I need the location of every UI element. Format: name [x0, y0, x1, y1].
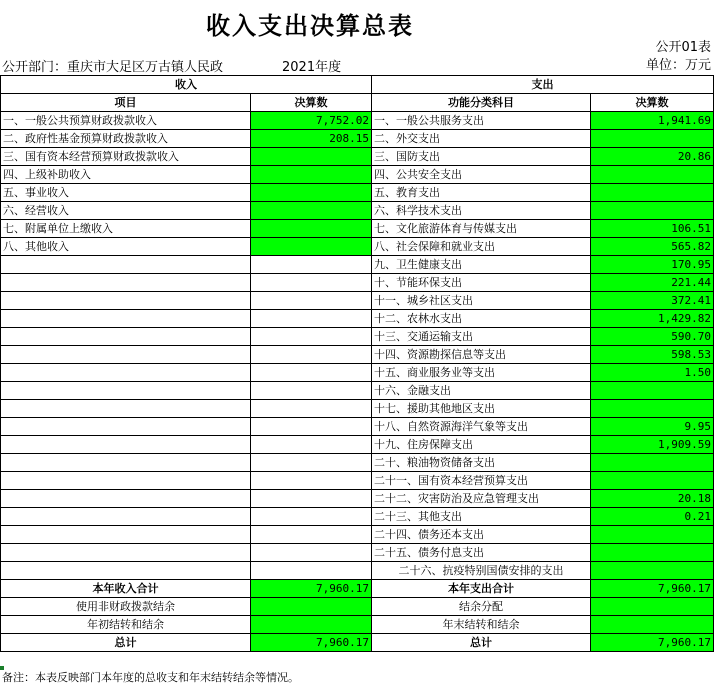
income-item-value	[251, 328, 372, 346]
col-item-header: 项目	[1, 94, 251, 112]
income-item-label	[1, 310, 251, 328]
expense-item-value: 20.86	[591, 148, 714, 166]
income-item-value	[251, 382, 372, 400]
income-item-value	[251, 292, 372, 310]
expense-item-label: 二十三、其他支出	[372, 508, 591, 526]
expense-item-label: 九、卫生健康支出	[372, 256, 591, 274]
expense-item-value	[591, 454, 714, 472]
expense-item-value: 1.50	[591, 364, 714, 382]
income-item-label	[1, 292, 251, 310]
table-row	[1, 292, 714, 310]
department-label: 公开部门：重庆市大足区万古镇人民政	[2, 60, 224, 75]
table-row	[1, 310, 714, 328]
income-item-value	[251, 508, 372, 526]
expense-item-value: 221.44	[591, 274, 714, 292]
unit-label: 单位：万元	[645, 58, 711, 73]
income-item-value: 7,752.02	[251, 112, 372, 130]
expense-item-label: 七、文化旅游体育与传媒支出	[372, 220, 591, 238]
expense-item-value	[591, 526, 714, 544]
income-item-label	[1, 328, 251, 346]
expense-item-label: 十二、农林水支出	[372, 310, 591, 328]
summary-income-label: 总计	[1, 634, 251, 652]
expense-item-label: 二十二、灾害防治及应急管理支出	[372, 490, 591, 508]
income-item-label	[1, 256, 251, 274]
table-row	[1, 220, 714, 238]
income-item-value	[251, 490, 372, 508]
budget-table-body	[1, 76, 714, 652]
income-item-label: 一、一般公共预算财政拨款收入	[1, 112, 251, 130]
summary-income-value: 7,960.17	[251, 634, 372, 652]
expense-item-value	[591, 400, 714, 418]
income-item-value	[251, 238, 372, 256]
income-item-value	[251, 184, 372, 202]
table-row	[1, 148, 714, 166]
income-item-value: 208.15	[251, 130, 372, 148]
expense-item-value: 0.21	[591, 508, 714, 526]
expense-item-value	[591, 562, 714, 580]
summary-expense-value	[591, 616, 714, 634]
summary-income-label: 使用非财政拨款结余	[1, 598, 251, 616]
table-row	[1, 436, 714, 454]
expense-item-label: 三、国防支出	[372, 148, 591, 166]
expense-item-value	[591, 130, 714, 148]
expense-item-value: 20.18	[591, 490, 714, 508]
expense-item-value: 1,941.69	[591, 112, 714, 130]
summary-income-label: 本年收入合计	[1, 580, 251, 598]
income-item-value	[251, 166, 372, 184]
expense-item-value: 9.95	[591, 418, 714, 436]
income-item-label	[1, 364, 251, 382]
income-item-value	[251, 202, 372, 220]
income-item-value	[251, 418, 372, 436]
expense-item-label: 十九、住房保障支出	[372, 436, 591, 454]
income-item-label	[1, 418, 251, 436]
expense-item-value: 1,429.82	[591, 310, 714, 328]
income-item-value	[251, 310, 372, 328]
expense-item-label: 二、外交支出	[372, 130, 591, 148]
expense-item-value	[591, 544, 714, 562]
summary-row	[1, 580, 714, 598]
income-item-label	[1, 382, 251, 400]
income-item-label	[1, 436, 251, 454]
table-row	[1, 202, 714, 220]
table-row	[1, 112, 714, 130]
income-item-label	[1, 346, 251, 364]
income-item-label: 二、政府性基金预算财政拨款收入	[1, 130, 251, 148]
income-item-label: 五、事业收入	[1, 184, 251, 202]
summary-expense-label: 本年支出合计	[372, 580, 591, 598]
summary-income-value	[251, 598, 372, 616]
summary-expense-label: 总计	[372, 634, 591, 652]
summary-income-label: 年初结转和结余	[1, 616, 251, 634]
table-row	[1, 238, 714, 256]
table-row	[1, 472, 714, 490]
budget-table	[0, 75, 714, 652]
table-row	[1, 508, 714, 526]
income-item-label	[1, 562, 251, 580]
table-row	[1, 382, 714, 400]
income-item-label	[1, 472, 251, 490]
income-item-value	[251, 148, 372, 166]
form-number: 公开01表	[655, 40, 711, 55]
table-row	[1, 256, 714, 274]
expense-item-label: 一、一般公共服务支出	[372, 112, 591, 130]
summary-expense-value: 7,960.17	[591, 634, 714, 652]
expense-item-label: 十三、交通运输支出	[372, 328, 591, 346]
expense-item-value	[591, 472, 714, 490]
summary-expense-label: 结余分配	[372, 598, 591, 616]
income-item-value	[251, 472, 372, 490]
expense-item-value	[591, 382, 714, 400]
expense-item-value: 1,909.59	[591, 436, 714, 454]
expense-item-value	[591, 202, 714, 220]
table-row	[1, 526, 714, 544]
summary-expense-label: 年末结转和结余	[372, 616, 591, 634]
income-item-value	[251, 220, 372, 238]
section-header-row	[1, 76, 714, 94]
expense-item-label: 十七、援助其他地区支出	[372, 400, 591, 418]
expense-item-label: 六、科学技术支出	[372, 202, 591, 220]
expense-item-label: 十八、自然资源海洋气象等支出	[372, 418, 591, 436]
expense-item-label: 二十六、抗疫特别国债安排的支出	[372, 562, 591, 580]
table-row	[1, 184, 714, 202]
section-income-header: 收入	[1, 76, 372, 94]
income-item-value	[251, 436, 372, 454]
income-item-value	[251, 454, 372, 472]
summary-row	[1, 616, 714, 634]
expense-item-label: 十、节能环保支出	[372, 274, 591, 292]
table-row	[1, 346, 714, 364]
expense-item-label: 十五、商业服务业等支出	[372, 364, 591, 382]
summary-income-value	[251, 616, 372, 634]
income-item-label	[1, 544, 251, 562]
expense-item-value	[591, 166, 714, 184]
expense-item-label: 五、教育支出	[372, 184, 591, 202]
income-item-label: 四、上级补助收入	[1, 166, 251, 184]
expense-item-value: 565.82	[591, 238, 714, 256]
page-title: 收入支出决算总表	[206, 12, 414, 40]
footnote: 备注：本表反映部门本年度的总收支和年末结转结余等情况。	[2, 671, 299, 684]
table-row	[1, 418, 714, 436]
income-item-label: 七、附属单位上缴收入	[1, 220, 251, 238]
col-amount-header: 决算数	[251, 94, 372, 112]
column-header-row	[1, 94, 714, 112]
table-row	[1, 400, 714, 418]
expense-item-label: 二十五、债务付息支出	[372, 544, 591, 562]
table-row	[1, 454, 714, 472]
summary-row	[1, 634, 714, 652]
expense-item-label: 二十四、债务还本支出	[372, 526, 591, 544]
income-item-value	[251, 274, 372, 292]
income-item-value	[251, 346, 372, 364]
col-func-header: 功能分类科目	[372, 94, 591, 112]
expense-item-value: 106.51	[591, 220, 714, 238]
income-item-value	[251, 400, 372, 418]
income-item-value	[251, 256, 372, 274]
expense-item-label: 二十一、国有资本经营预算支出	[372, 472, 591, 490]
expense-item-label: 二十、粮油物资储备支出	[372, 454, 591, 472]
income-item-label: 八、其他收入	[1, 238, 251, 256]
summary-expense-value	[591, 598, 714, 616]
table-row	[1, 544, 714, 562]
income-item-label	[1, 274, 251, 292]
income-item-label	[1, 400, 251, 418]
table-row	[1, 166, 714, 184]
income-item-label	[1, 454, 251, 472]
expense-item-label: 十四、资源勘探信息等支出	[372, 346, 591, 364]
col-amount2-header: 决算数	[591, 94, 714, 112]
income-item-label	[1, 508, 251, 526]
table-row	[1, 274, 714, 292]
income-item-value	[251, 526, 372, 544]
income-item-label	[1, 490, 251, 508]
summary-income-value: 7,960.17	[251, 580, 372, 598]
expense-item-value: 598.53	[591, 346, 714, 364]
table-row	[1, 364, 714, 382]
income-item-label: 三、国有资本经营预算财政拨款收入	[1, 148, 251, 166]
expense-item-value: 590.70	[591, 328, 714, 346]
table-row	[1, 328, 714, 346]
table-row	[1, 130, 714, 148]
expense-item-label: 八、社会保障和就业支出	[372, 238, 591, 256]
income-item-value	[251, 562, 372, 580]
income-item-value	[251, 364, 372, 382]
income-item-label	[1, 526, 251, 544]
income-item-value	[251, 544, 372, 562]
expense-item-value: 170.95	[591, 256, 714, 274]
table-row	[1, 562, 714, 580]
table-row	[1, 490, 714, 508]
expense-item-label: 四、公共安全支出	[372, 166, 591, 184]
fiscal-year: 2021年度	[282, 60, 342, 75]
expense-item-value	[591, 184, 714, 202]
expense-item-label: 十一、城乡社区支出	[372, 292, 591, 310]
section-expense-header: 支出	[372, 76, 714, 94]
summary-row	[1, 598, 714, 616]
summary-expense-value: 7,960.17	[591, 580, 714, 598]
expense-item-value: 372.41	[591, 292, 714, 310]
expense-item-label: 十六、金融支出	[372, 382, 591, 400]
income-item-label: 六、经营收入	[1, 202, 251, 220]
